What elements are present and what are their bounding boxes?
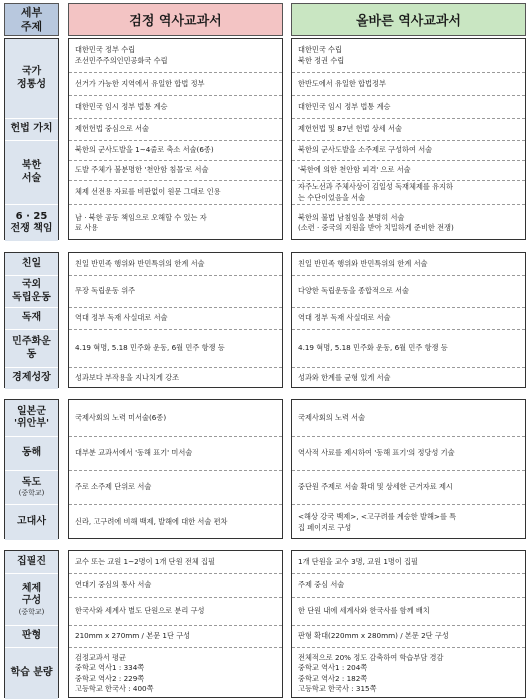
table-cell: 대한민국 정부 수립 조선민주주의인민공화국 수립 xyxy=(75,45,168,65)
left-column xyxy=(68,252,283,388)
table-cell: 4.19 혁명, 5.18 민주화 운동, 6월 민주 항쟁 등 xyxy=(69,329,282,367)
category-label: 판형 xyxy=(5,625,58,647)
table-cell: 무장 독립운동 위주 xyxy=(69,275,282,307)
table-cell: 국제사회의 노력 미서술(6종) xyxy=(75,412,167,422)
section-territory-ancient xyxy=(0,399,530,539)
category-label: 경제성장 xyxy=(5,367,58,389)
category-label: 민주화운 동 xyxy=(5,329,58,367)
table-cell: 주로 소주제 단위로 서술 xyxy=(69,470,282,504)
category-label: 학습 분량 xyxy=(5,647,58,699)
table-cell: 친일 반민족 행위와 반민특위의 한계 서술 xyxy=(75,258,205,268)
table-cell: 전체적으로 20% 정도 감축하여 학습부담 경감 중학교 역사1 : 204쪽 중학교 역사2 : 182쪽 고등학교 한국사 : 315쪽 xyxy=(292,647,525,699)
table-cell: 대한민국 임시 정부 법통 계승 xyxy=(292,95,525,118)
table-cell: 중단원 주제로 서술 확대 및 상세한 근거자료 제시 xyxy=(292,470,525,504)
category-label: 일본군 '위안부' xyxy=(5,400,58,436)
section-textbook-format xyxy=(0,550,530,698)
table-cell: 한 단원 내에 세계사와 한국사를 함께 배치 xyxy=(292,597,525,625)
category-label: 6 · 25 전쟁 책임 xyxy=(5,204,58,241)
category-column xyxy=(4,550,59,698)
table-cell: 체제 선전용 자료를 비판없이 원문 그대로 인용 xyxy=(69,180,282,204)
category-label: 친일 xyxy=(5,253,58,275)
table-cell: 대한민국 임시 정부 법통 계승 xyxy=(69,95,282,118)
table-cell: 선거가 가능한 지역에서 유일한 합법 정부 xyxy=(69,72,282,95)
category-label: 국가 정통성 xyxy=(5,39,58,118)
category-label: 독도 (중학교) xyxy=(5,470,58,504)
table-cell: 국제사회의 노력 서술 xyxy=(298,412,366,422)
table-cell: 성과와 한계를 균형 있게 서술 xyxy=(292,367,525,389)
category-label: 북한 서술 xyxy=(5,140,58,204)
table-cell: 역대 정부 독재 사실대로 서술 xyxy=(69,307,282,329)
left-column xyxy=(68,550,283,698)
table-cell: 신라, 고구려에 비해 백제, 발해에 대한 서술 편차 xyxy=(69,504,282,540)
table-cell: 역사적 사료를 제시하여 '동해 표기'의 정당성 기술 xyxy=(292,436,525,470)
table-cell: 도발 주체가 불분명한 '천안함 침몰'로 서술 xyxy=(69,160,282,180)
category-label: 집필진 xyxy=(5,551,58,573)
left-column xyxy=(68,38,283,240)
right-column xyxy=(291,252,526,388)
right-column xyxy=(291,399,526,539)
table-cell: 친일 반민족 행위와 반민특위의 한계 서술 xyxy=(298,258,428,268)
table-cell: 4.19 혁명, 5.18 민주화 운동, 6월 민주 항쟁 등 xyxy=(292,329,525,367)
category-column xyxy=(4,399,59,539)
table-cell: 다양한 독립운동을 종합적으로 서술 xyxy=(292,275,525,307)
table-cell: 연대기 중심의 통사 서술 xyxy=(69,573,282,597)
category-column xyxy=(4,252,59,388)
table-cell: 주제 중심 서술 xyxy=(292,573,525,597)
table-cell: <해상 강국 백제>, <고구려를 계승한 발해>를 특 집 페이지로 구성 xyxy=(292,504,525,540)
category-label: 헌법 가치 xyxy=(5,118,58,140)
table-cell: 교수 또는 교원 1~2명이 1개 단원 전체 집필 xyxy=(75,556,215,566)
category-label: 독재 xyxy=(5,307,58,329)
header-right-column: 올바른 역사교과서 xyxy=(291,3,526,36)
table-cell: 제헌헌법 중심으로 서술 xyxy=(69,118,282,140)
table-cell: 자주노선과 주체사상이 김일성 독재체제를 유지하 는 수단이었음을 서술 xyxy=(292,180,525,204)
header-topic: 세부 주제 xyxy=(4,3,59,36)
table-cell: '북한에 의한 천안함 피격' 으로 서술 xyxy=(292,160,525,180)
table-cell: 판형 확대(220mm x 280mm) / 본문 2단 구성 xyxy=(292,625,525,647)
category-column xyxy=(4,38,59,240)
table-cell: 북한의 불법 남침임을 분명히 서술 (소련 · 중국의 지원을 받아 치밀하게 준비한 전쟁) xyxy=(292,204,525,241)
table-cell: 제헌헌법 및 87년 헌법 상세 서술 xyxy=(292,118,525,140)
table-cell: 북한의 군사도발을 1~4줄로 축소 서술(6종) xyxy=(69,140,282,160)
table-cell: 검정교과서 평균 중학교 역사1 : 334쪽 중학교 역사2 : 229쪽 고등학교 한국사 : 400쪽 xyxy=(69,647,282,699)
table-cell: 대부분 교과서에서 '동해 표기' 미서술 xyxy=(69,436,282,470)
category-sub-label: (중학교) xyxy=(18,489,45,498)
table-cell: 성과보다 부작용을 지나치게 강조 xyxy=(69,367,282,389)
section-identity xyxy=(0,38,530,240)
table-cell: 한반도에서 유일한 합법정부 xyxy=(292,72,525,95)
category-sub-label: (중학교) xyxy=(18,607,45,616)
table-cell: 북한의 군사도발을 소주제로 구성하여 서술 xyxy=(292,140,525,160)
left-column xyxy=(68,399,283,539)
section-modern-history xyxy=(0,252,530,388)
category-label: 체제 구성 (중학교) xyxy=(5,573,58,625)
header-left-column: 검정 역사교과서 xyxy=(68,3,283,36)
table-cell: 남 · 북한 공동 책임으로 오해할 수 있는 자 료 사용 xyxy=(69,204,282,241)
category-label: 고대사 xyxy=(5,504,58,540)
table-cell: 1개 단원을 교수 3명, 교원 1명이 집필 xyxy=(298,556,418,566)
table-cell: 한국사와 세계사 별도 단원으로 분리 구성 xyxy=(69,597,282,625)
table-cell: 210mm x 270mm / 본문 1단 구성 xyxy=(69,625,282,647)
right-column xyxy=(291,38,526,240)
right-column xyxy=(291,550,526,698)
table-cell: 대한민국 수립 북한 정권 수립 xyxy=(298,45,345,65)
category-label: 동해 xyxy=(5,436,58,470)
category-label: 국외 독립운동 xyxy=(5,275,58,307)
table-cell: 역대 정부 독재 사실대로 서술 xyxy=(292,307,525,329)
